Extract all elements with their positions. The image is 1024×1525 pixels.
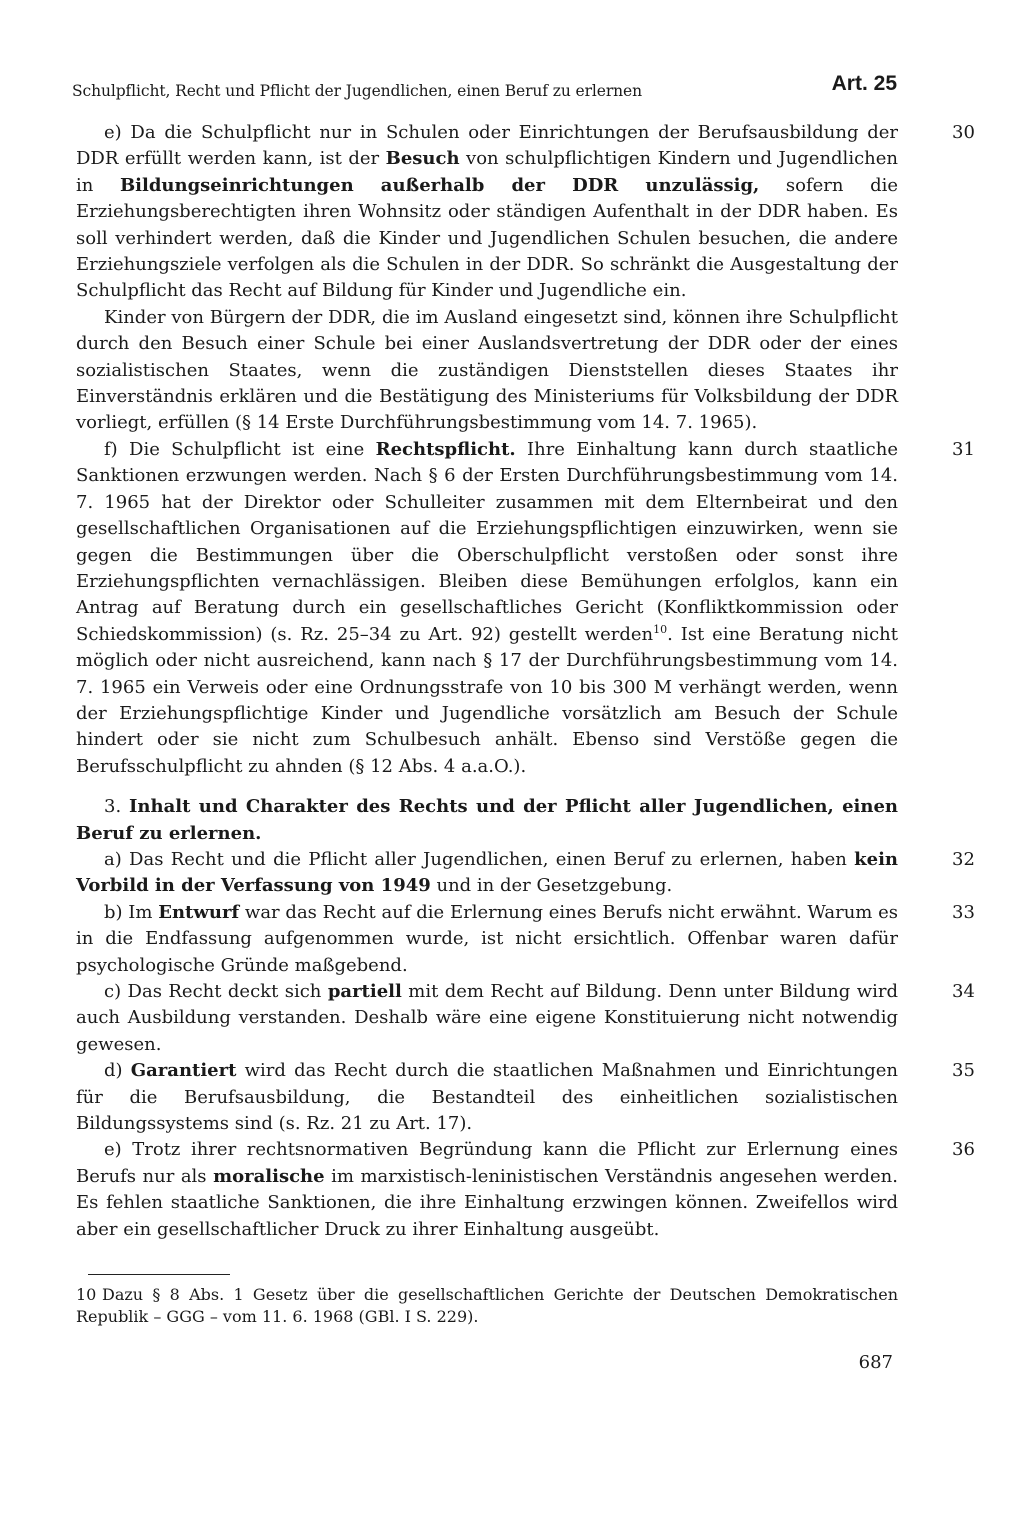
paragraph-text: sofern die Erziehungsberechtigten ihren Wohnsitz oder ständigen Aufenthalt in der DDR haben. Es soll verhindert werden, daß die Kinder und Jugendlichen Schulen besuchen, die andere Erziehungsziele verfolgen als die Schulen in der DDR. So schränkt die Ausgestaltung der Schulpflicht das Recht auf Bildung für Kinder und Jugendliche ein. xyxy=(76,174,898,302)
footnote-rule xyxy=(88,1274,230,1275)
paragraph-text: d) xyxy=(104,1060,131,1082)
paragraph-text: f) Die Schulpflicht ist eine xyxy=(104,438,376,460)
page-number: 687 xyxy=(858,1352,893,1373)
paragraph-text: . Ist eine Beratung nicht möglich oder nicht ausreichend, kann nach § 17 der Durchführungsbestimmung vom 14. 7. 1965 ein Verweis oder eine Ordnungsstrafe von 10 bis 300 M verhängt werden, wenn der Erziehungspflichtige Kinder und Jugendliche vorsätzlich am Besuch der Schule hindert oder sie nicht zum Schulbesuch anhält. Ebenso sind Verstöße gegen die Berufsschulpflicht zu ahnden (§ 12 Abs. 4 a.a.O.). xyxy=(76,623,898,777)
paragraph-text: a) Das Recht und die Pflicht aller Jugendlichen, einen Beruf zu erlernen, haben xyxy=(104,848,855,870)
paragraph-text: mit dem Recht auf Bildung. Denn unter Bildung wird auch Ausbildung verstanden. Deshalb wäre eine eigene Konstituierung nicht notwendig gewesen. xyxy=(76,981,898,1055)
paragraph xyxy=(76,437,975,780)
margin-number: 34 xyxy=(952,981,975,1002)
paragraph xyxy=(76,847,975,900)
article-label: Art. 25 xyxy=(831,72,897,95)
paragraph xyxy=(76,120,975,305)
footnote xyxy=(76,1284,898,1328)
paragraph-text: e) Da die Schulpflicht nur in Schulen oder Einrichtungen der Berufsausbildung der DDR erfüllt werden kann, ist der xyxy=(76,122,898,170)
emphasis-text: partiell xyxy=(327,981,402,1002)
paragraph-text: Kinder von Bürgern der DDR, die im Ausland eingesetzt sind, können ihre Schulpflicht durch den Besuch einer Schule bei einer Auslandsvertretung der DDR oder der eines sozialistischen Staates, wenn die zuständigen Dienststellen dieses Staates ihr Einverständnis erklären und die Bestätigung des Ministeriums für Volksbildung der DDR vorliegt, erfüllen (§ 14 Erste Durchführungsbestimmung vom 14. 7. 1965). xyxy=(76,306,898,434)
paragraph-text: und in der Gesetzgebung. xyxy=(430,875,673,897)
emphasis-text: kein Vorbild in der Verfassung von 1949 xyxy=(76,848,898,897)
paragraph-text: im marxistisch-leninistischen Verständnis angesehen werden. Es fehlen staatliche Sanktionen, die ihre Einhaltung erzwingen können. Zweifellos wird aber ein gesellschaftlicher Druck zu ihrer Einhaltung ausgeübt. xyxy=(76,1165,898,1240)
paragraph-text: b) Im xyxy=(104,901,159,923)
margin-number: 36 xyxy=(952,1139,975,1161)
margin-number: 31 xyxy=(952,438,975,460)
footnote-text: Dazu § 8 Abs. 1 Gesetz über die gesellschaftlichen Gerichte der Deutschen Demokratischen Republik – GGG – vom 11. 6. 1968 (GBl. I S. 229). xyxy=(76,1285,898,1326)
paragraph xyxy=(76,900,975,979)
paragraph-text: war das Recht auf die Erlernung eines Berufs nicht erwähnt. Warum es in die Endfassung aufgenommen wurde, ist nicht ersichtlich. Offenbar waren dafür psychologische Gründe maßgebend. xyxy=(76,901,899,976)
emphasis-text: Entwurf xyxy=(158,901,240,923)
main-text xyxy=(76,120,975,1243)
emphasis-text: Rechtspflicht. xyxy=(375,438,516,460)
margin-number: 35 xyxy=(952,1060,975,1082)
paragraph xyxy=(76,794,898,847)
paragraph-text: c) Das Recht deckt sich xyxy=(104,981,328,1002)
paragraph-text: Ihre Einhaltung kann durch staatliche Sanktionen erzwungen werden. Nach § 6 der Ersten Durchführungsbestimmung vom 14. 7. 1965 hat der Direktor oder Schulleiter zusammen mit dem Elternbeirat und den gesellschaftlichen Organisationen auf die Erziehungspflichtigen einzuwirken, wenn sie gegen die Bestimmungen über die Oberschulpflicht verstoßen oder sonst ihre Erziehungspflichten vernachlässigen. Bleiben diese Bemühungen erfolglos, kann ein Antrag auf Beratung durch ein gesellschaftliches Gericht (Konfliktkommission oder Schiedskommission) (s. Rz. 25–34 zu Art. 92) gestellt werden xyxy=(76,438,899,645)
paragraph xyxy=(76,1137,975,1243)
paragraph xyxy=(76,979,975,1058)
paragraph-text: von schulpflichtigen Kindern und Jugendlichen in xyxy=(76,148,898,196)
paragraph xyxy=(76,1058,975,1137)
emphasis-text: Bildungseinrichtungen außerhalb der DDR unzulässig, xyxy=(119,174,760,196)
emphasis-text: Inhalt und Charakter des Rechts und der Pflicht aller Jugendlichen, einen Beruf zu erlernen. xyxy=(76,796,898,844)
paragraph-text: 3. xyxy=(104,796,129,818)
emphasis-text: Besuch xyxy=(385,148,460,170)
margin-number: 32 xyxy=(952,848,975,870)
paragraph-text: e) Trotz ihrer rechtsnormativen Begründung kann die Pflicht zur Erlernung eines Berufs nur als xyxy=(76,1139,898,1187)
footnote-number: 10 xyxy=(76,1285,97,1304)
emphasis-text: moralische xyxy=(213,1165,325,1187)
running-title: Schulpflicht, Recht und Pflicht der Jugendlichen, einen Beruf zu erlernen xyxy=(72,82,642,100)
paragraph-text: wird das Recht durch die staatlichen Maßnahmen und Einrichtungen für die Berufsausbildung, die Bestandteil des einheitlichen sozialistischen Bildungssystems sind (s. Rz. 21 zu Art. 17). xyxy=(76,1060,898,1135)
footnote-ref: 10 xyxy=(653,622,668,636)
emphasis-text: Garantiert xyxy=(130,1060,237,1082)
margin-number: 30 xyxy=(952,122,975,143)
margin-number: 33 xyxy=(952,901,975,923)
paragraph xyxy=(76,305,898,437)
